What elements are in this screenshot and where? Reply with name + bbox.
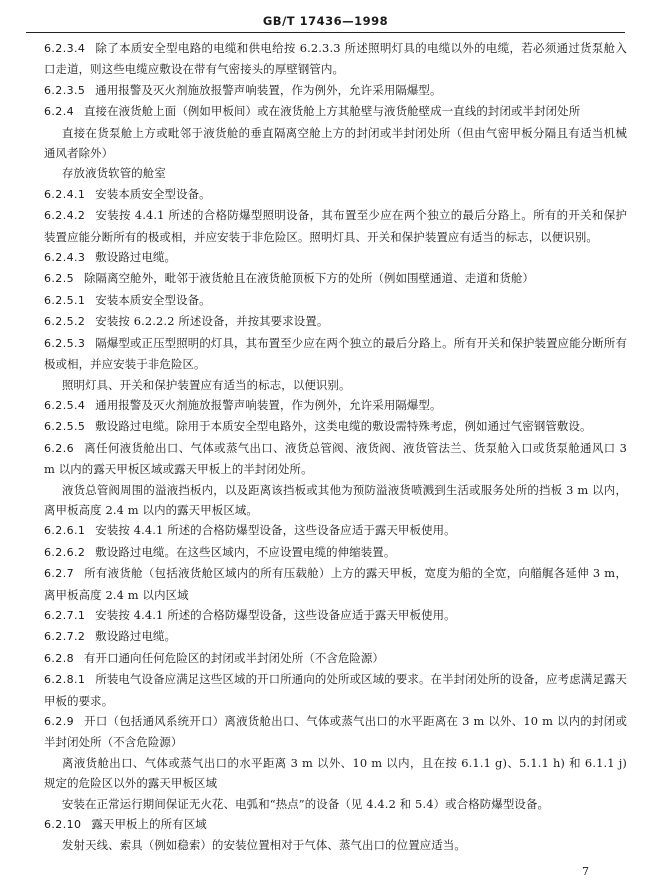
clause-text: 所装电气设备应满足这些区域的开口所通向的处所或区域的要求。在半封闭处所的设备，应考虑满足露天甲板的要求。: [44, 672, 627, 708]
clause-paragraph: [44, 563, 627, 605]
clause-number: 6.2.7: [44, 567, 74, 581]
clause-text: 敷设路过电缆。在这些区域内，不应设置电缆的伸缩装置。: [95, 544, 396, 559]
clause-text: 安装在正常运行期间保证无火花、电弧和“热点”的设备（见 4.4.2 和 5.4）或合格防爆型设备。: [62, 796, 550, 811]
clause-number: 6.2.5.3: [44, 336, 86, 350]
clause-paragraph: [44, 268, 627, 289]
clause-paragraph: [44, 311, 627, 332]
clause-text: 安装本质安全型设备。: [95, 186, 211, 201]
clause-text: 发射天线、索具（例如稳索）的安装位置相对于气体、蒸气出口的位置应适当。: [62, 838, 466, 853]
clause-paragraph: [44, 605, 627, 626]
clause-text: 液货总管阀周围的溢液挡板内，以及距离该挡板或其他为预防溢液货喷溅到生活或服务处所的挡板 3 m 以内，离甲板高度 2.4 m 以内的露天甲板区域。: [44, 482, 627, 517]
clause-paragraph: [44, 416, 627, 437]
clause-paragraph: [44, 101, 627, 122]
clause-paragraph: [44, 648, 627, 669]
clause-text: 直接在液货舱上面（例如甲板间）或在液货舱上方其舱壁与液货舱壁成一直线的封闭或半封闭处所: [84, 104, 581, 119]
clause-paragraph: [44, 542, 627, 563]
clause-text: 离任何液货舱出口、气体或蒸气出口、液货总管阀、液货阀、液货管法兰、货泵舱入口或货泵舱通风口 3 m 以内的露天甲板区域或露天甲板上的半封闭处所。: [44, 440, 627, 477]
continuation-paragraph: [44, 123, 627, 164]
clause-text: 通用报警及灭火剂施放报警声响装置，作为例外，允许采用隔爆型。: [95, 397, 442, 412]
clause-number: 6.2.5.5: [44, 420, 86, 434]
clause-paragraph: [44, 626, 627, 647]
clause-paragraph: [44, 438, 627, 480]
clause-paragraph: [44, 205, 627, 247]
clause-number: 6.2.6: [44, 441, 74, 455]
clause-paragraph: [44, 184, 627, 205]
continuation-paragraph: [44, 794, 627, 814]
continuation-paragraph: [44, 753, 627, 794]
clause-number: 6.2.10: [44, 818, 82, 832]
clause-number: 6.2.5.1: [44, 293, 86, 307]
clause-number: 6.2.8.1: [44, 673, 86, 687]
clause-paragraph: [44, 333, 627, 375]
clause-number: 6.2.5.4: [44, 398, 86, 412]
clause-number: 6.2.5.2: [44, 315, 86, 329]
clause-number: 6.2.9: [44, 715, 74, 728]
continuation-paragraph: [44, 375, 627, 395]
clause-text: 敷设路过电缆。: [95, 629, 177, 644]
clause-text: 安装按 6.2.2.2 所述设备，并按其要求设置。: [95, 314, 329, 329]
continuation-paragraph: [44, 835, 627, 855]
clause-paragraph: [44, 247, 627, 268]
clause-text: 除隔离空舱外，毗邻于液货舱且在液货舱顶板下方的处所（例如围壁通道、走道和货舱）: [84, 271, 535, 286]
clause-paragraph: [44, 38, 627, 80]
clause-text: 离液货舱出口、气体或蒸气出口的水平距离 3 m 以外、10 m 以内，且在按 6.1.1 g)、5.1.1 h) 和 6.1.1 j) 规定的危险区以外的露天甲板区域: [44, 755, 627, 791]
document-header: GB/T 17436—1998: [262, 14, 389, 28]
clause-text: 安装本质安全型设备。: [95, 292, 211, 307]
clause-paragraph: [44, 80, 627, 101]
header-rule: [26, 32, 625, 33]
clause-number: 6.2.6.2: [44, 545, 86, 559]
clause-text: 敷设路过电缆。除用于本质安全型电路外，这类电缆的敷设需特殊考虑，例如通过气密钢管敷设。: [95, 419, 592, 434]
clause-text: 隔爆型或正压型照明的灯具，其布置至少应在两个独立的最后分路上。所有开关和保护装置应能分断所有极或相，并应安装于非危险区。: [44, 335, 627, 372]
clause-text: 照明灯具、开关和保护装置应有适当的标志，以便识别。: [62, 377, 351, 392]
clause-number: 6.2.7.2: [44, 630, 86, 644]
continuation-paragraph: [44, 163, 627, 183]
clause-number: 6.2.4.1: [44, 187, 86, 201]
clause-number: 6.2.4.2: [44, 209, 86, 223]
clause-text: 有开口通向任何危险区的封闭或半封闭处所（不含危险源）: [84, 650, 385, 665]
clause-number: 6.2.3.4: [44, 42, 86, 55]
clause-text: 开口（包括通风系统开口）离液货舱出口、气体或蒸气出口的水平距离在 3 m 以外、10 m 以内的封闭或半封闭处所（不含危险源）: [44, 714, 627, 750]
clause-number: 6.2.7.1: [44, 608, 86, 622]
clause-text: 敷设路过电缆。: [95, 250, 177, 265]
clause-number: 6.2.3.5: [44, 83, 86, 97]
clause-number: 6.2.4: [44, 105, 74, 119]
clause-paragraph: [44, 290, 627, 311]
page-number: 7: [582, 865, 589, 878]
clause-paragraph: [44, 669, 627, 711]
clause-number: 6.2.8: [44, 651, 74, 665]
clause-paragraph: [44, 814, 627, 835]
clause-paragraph: [44, 711, 627, 753]
document-body: [44, 38, 627, 856]
clause-number: 6.2.4.3: [44, 251, 86, 265]
clause-text: 通用报警及灭火剂施放报警声响装置，作为例外，允许采用隔爆型。: [95, 82, 442, 97]
clause-text: 除了本质安全型电路的电缆和供电给按 6.2.3.3 所述照明灯具的电缆以外的电缆，若必须通过货泵舱入口走道，则这些电缆应敷设在带有气密接头的厚壁钢管内。: [44, 41, 627, 77]
clause-number: 6.2.5: [44, 272, 74, 286]
continuation-paragraph: [44, 480, 627, 521]
clause-paragraph: [44, 520, 627, 541]
clause-text: 存放液货软管的舱室: [62, 166, 166, 181]
clause-text: 所有液货舱（包括液货舱区域内的所有压载舱）上方的露天甲板，宽度为船的全宽，向艏艉各延伸 3 m，离甲板高度 2.4 m 以内区域: [44, 566, 627, 602]
clause-text: 露天甲板上的所有区域: [91, 817, 207, 832]
clause-text: 直接在货泵舱上方或毗邻于液货舱的垂直隔离空舱上方的封闭或半封闭处所（但由气密甲板分隔且有适当机械通风者除外）: [44, 125, 627, 161]
clause-text: 安装按 4.4.1 所述的合格防爆型照明设备，其布置至少应在两个独立的最后分路上。所有的开关和保护装置应能分断所有的极或相，并应安装于非危险区。照明灯具、开关和保护装置应有适当的标志，以便识别。: [44, 208, 627, 244]
clause-paragraph: [44, 395, 627, 416]
clause-text: 安装按 4.4.1 所述的合格防爆型设备，这些设备应适于露天甲板使用。: [95, 607, 456, 622]
clause-number: 6.2.6.1: [44, 524, 86, 538]
clause-text: 安装按 4.4.1 所述的合格防爆型设备，这些设备应适于露天甲板使用。: [95, 523, 456, 538]
